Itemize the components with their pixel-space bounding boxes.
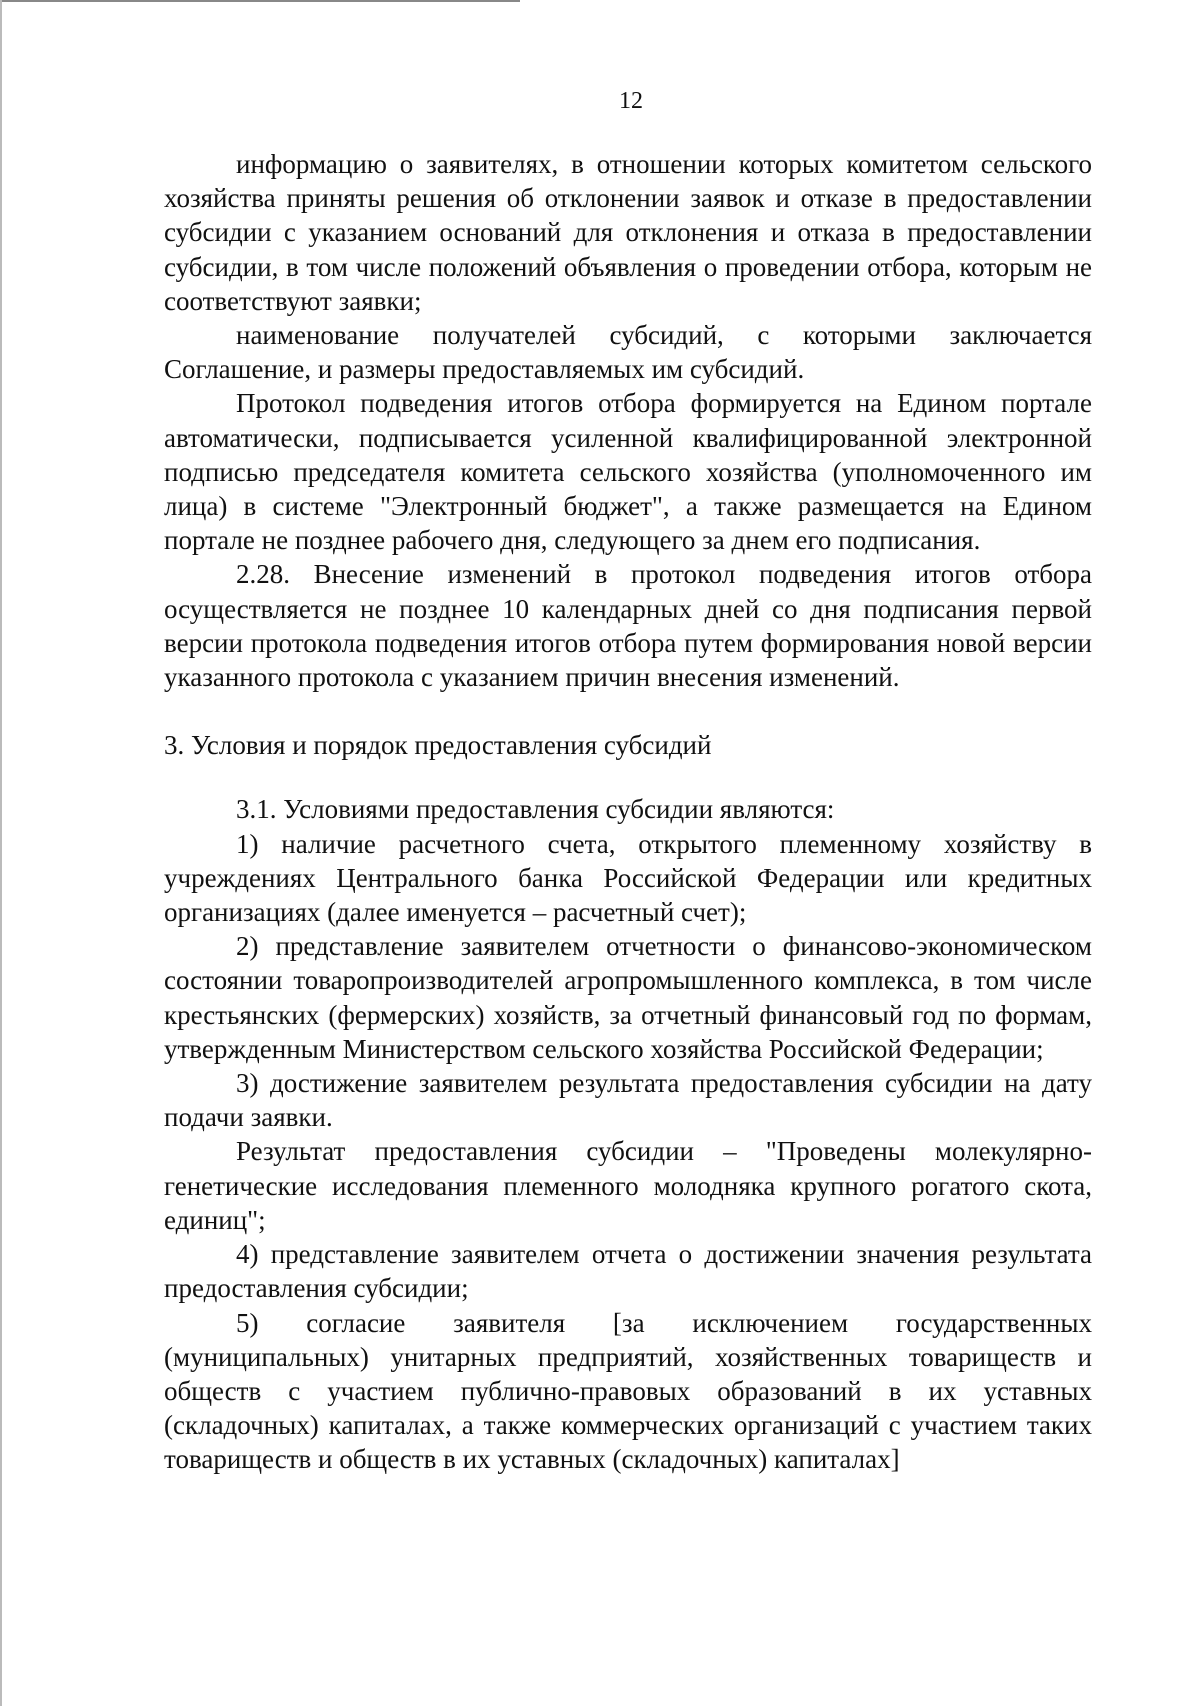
paragraph-recipients-names: наименование получателей субсидий, с которыми заключается Соглашение, и размеры предоставляемых им субсидий. — [164, 320, 1092, 385]
paragraph-condition-3: 3) достижение заявителем результата предоставления субсидии на дату подачи заявки. — [164, 1068, 1092, 1133]
paragraph-protocol-formation: Протокол подведения итогов отбора формируется на Едином портале автоматически, подписывается усиленной квалифицированной электронной подписью председателя комитета сельского хозяйства (уполномоченного им лица) в системе "Электронный бюджет", а также размещается на Едином портале не позднее рабочего дня, следующего за днем его подписания. — [164, 388, 1092, 556]
paragraph-rejected-applicants: информацию о заявителях, в отношении которых комитетом сельского хозяйства приняты решения об отклонении заявок и отказе в предоставлении субсидии с указанием оснований для отклонения и отказа в предоставлении субсидии, в том числе положений объявления о проведении отбора, которым не соответствуют заявки; — [164, 149, 1092, 316]
paragraph-protocol-changes: 2.28. Внесение изменений в протокол подведения итогов отбора осуществляется не позднее 10 календарных дней со дня подписания первой версии протокола подведения итогов отбора путем формирования новой версии указанного протокола с указанием причин внесения изменений. — [164, 559, 1092, 693]
paragraph-condition-4: 4) представление заявителем отчета о достижении значения результата предоставления субсидии; — [164, 1239, 1092, 1304]
scan-edge-left — [0, 0, 2, 1706]
paragraph-condition-1: 1) наличие расчетного счета, открытого племенному хозяйству в учреждениях Центрального банка Российской Федерации или кредитных организациях (далее именуется – расчетный счет); — [164, 828, 1092, 928]
scan-edge-top — [0, 0, 520, 2]
paragraph-conditions-intro: 3.1. Условиями предоставления субсидии являются: — [236, 794, 835, 825]
section-heading: 3. Условия и порядок предоставления субсидий — [164, 730, 712, 761]
page-number: 12 — [619, 88, 643, 114]
paragraph-condition-5: 5) согласие заявителя [за исключением государственных (муниципальных) унитарных предприятий, хозяйственных товариществ и обществ с участием публично-правовых образований в их уставных (складочных) капиталах, а также коммерческих организаций с участием таких товариществ и обществ в их уставных (складочных) капиталах] — [164, 1307, 1092, 1475]
paragraph-condition-2: 2) представление заявителем отчетности о финансово-экономическом состоянии товаропроизводителей агропромышленного комплекса, в том числе крестьянских (фермерских) хозяйств, за отчетный финансовый год по формам, утвержденным Министерством сельского хозяйства Российской Федерации; — [164, 931, 1092, 1064]
document-body — [164, 147, 1092, 1477]
paragraph-subsidy-result: Результат предоставления субсидии – "Проведены молекулярно-генетические исследования племенного молодняка крупного рогатого скота, единиц"; — [164, 1136, 1092, 1235]
